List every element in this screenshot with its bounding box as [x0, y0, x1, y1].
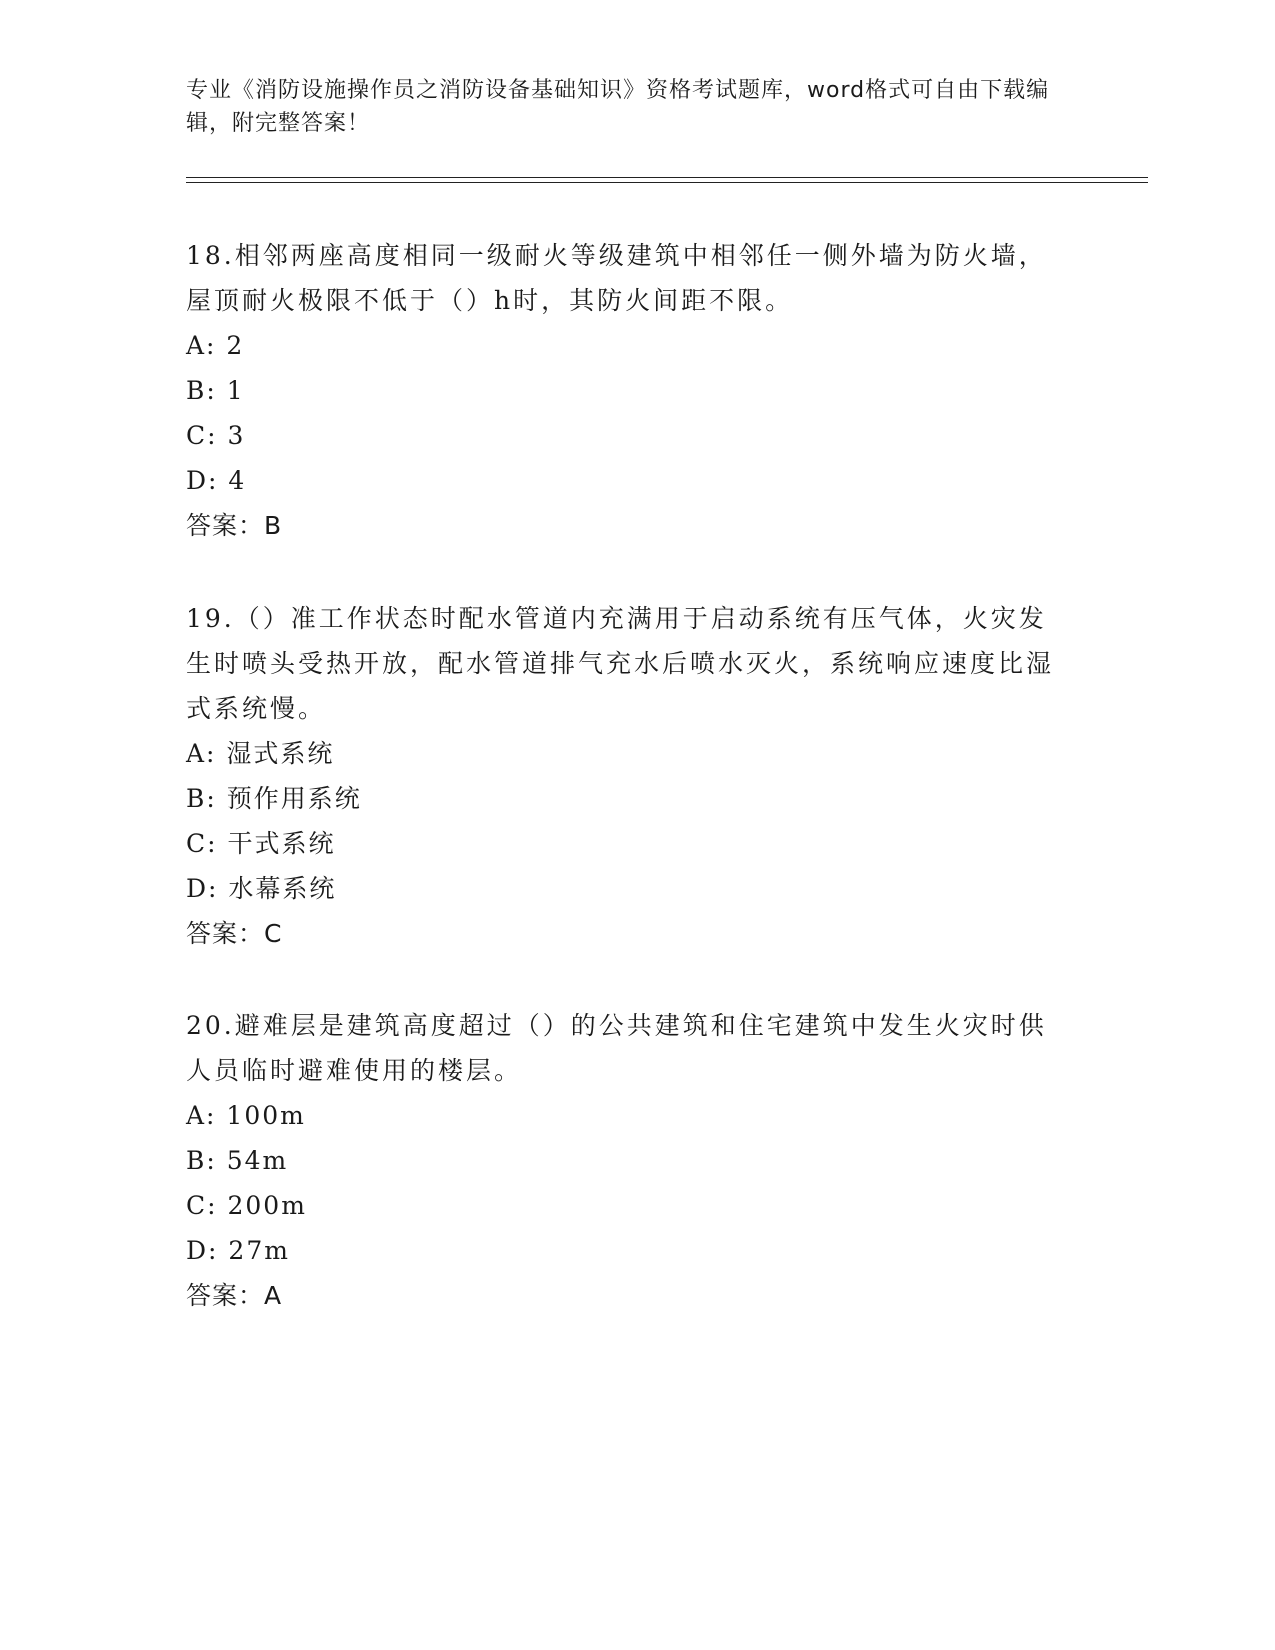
- option-b: B: 预作用系统: [186, 784, 362, 813]
- option-a: A: 100m: [186, 1101, 306, 1130]
- question-stem: 18.相邻两座高度相同一级耐火等级建筑中相邻任一侧外墙为防火墙，屋顶耐火极限不低于（）h时，其防火间距不限。: [186, 241, 1047, 315]
- answer: 答案：C: [186, 919, 283, 948]
- question-19: [186, 596, 1066, 956]
- question-18: [186, 233, 1066, 548]
- option-c: C: 干式系统: [186, 829, 336, 858]
- answer: 答案：B: [186, 511, 283, 540]
- option-d: D: 水幕系统: [186, 874, 337, 903]
- question-stem: 19.（）准工作状态时配水管道内充满用于启动系统有压气体，火灾发生时喷头受热开放，配水管道排气充水后喷水灭火，系统响应速度比湿式系统慢。: [186, 604, 1055, 723]
- option-a: A: 2: [186, 331, 245, 360]
- option-a: A: 湿式系统: [186, 739, 335, 768]
- option-d: D: 4: [186, 466, 247, 495]
- header-divider-bottom: [186, 182, 1148, 183]
- question-20: [186, 1003, 1066, 1318]
- question-stem: 20.避难层是建筑高度超过（）的公共建筑和住宅建筑中发生火灾时供人员临时避难使用的楼层。: [186, 1011, 1047, 1085]
- option-b: B: 1: [186, 376, 245, 405]
- option-b: B: 54m: [186, 1146, 289, 1175]
- header-divider-top: [186, 177, 1148, 178]
- option-d: D: 27m: [186, 1236, 290, 1265]
- option-c: C: 200m: [186, 1191, 307, 1220]
- option-c: C: 3: [186, 421, 246, 450]
- document-header: 专业《消防设施操作员之消防设备基础知识》资格考试题库，word格式可自由下载编辑，附完整答案！: [186, 78, 1050, 136]
- answer: 答案：A: [186, 1281, 283, 1310]
